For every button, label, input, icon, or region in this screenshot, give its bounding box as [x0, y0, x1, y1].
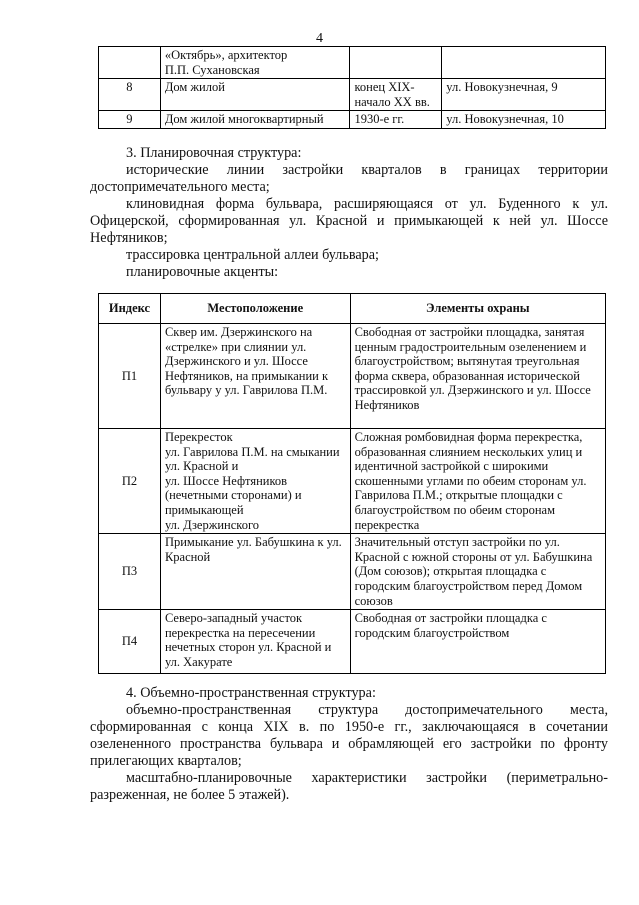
section4-heading: 4. Объемно-пространственная структура: — [126, 685, 376, 701]
row-index: П1 — [99, 324, 161, 429]
row-elements: Свободная от застройки площадка с городским благоустройством — [350, 610, 605, 674]
object-date: 1930-е гг. — [350, 111, 442, 129]
row-index: П4 — [99, 610, 161, 674]
object-address: ул. Новокузнечная, 9 — [442, 79, 606, 111]
column-header-location: Местоположение — [160, 294, 350, 324]
row-location: Перекресток ул. Гаврилова П.М. на смыкании ул. Красной и ул. Шоссе Нефтяников (нечетными сторонами) и примыкающей ул. Дзержинского — [160, 429, 350, 534]
object-name: Дом жилой — [160, 79, 350, 111]
row-index: 9 — [99, 111, 161, 129]
section3-item: трассировка центральной аллеи бульвара; — [126, 247, 379, 263]
object-address: ул. Новокузнечная, 10 — [442, 111, 606, 129]
planning-accents-table — [98, 293, 606, 674]
row-elements: Сложная ромбовидная форма перекрестка, образованная слиянием нескольких улиц и идентичной застройкой с широкими скошенными углами по обеим сторонам ул. Гаврилова П.М.; открытые площадки с благоустройством по обеим сторонам перекрестка — [350, 429, 605, 534]
section3-item: клиновидная форма бульвара, расширяющаяся от ул. Буденного к ул. Офицерской, сформированная ул. Красной и примыкающей к ней ул. Шоссе Нефтяников; — [90, 196, 608, 246]
section3-item: планировочные акценты: — [126, 264, 279, 280]
object-date: конец XIX- начало XX вв. — [350, 79, 442, 111]
section3-heading: 3. Планировочная структура: — [126, 145, 302, 161]
row-elements: Значительный отступ застройки по ул. Красной с южной стороны от ул. Бабушкина (Дом союзов); открытая площадка с городским благоустройством перед Домом союзов — [350, 534, 605, 610]
table-row — [99, 534, 606, 610]
object-address — [442, 47, 606, 79]
table-row — [99, 324, 606, 429]
object-name: Дом жилой многоквартирный — [160, 111, 350, 129]
table-row — [99, 111, 606, 129]
row-index — [99, 47, 161, 79]
table-header-row — [99, 294, 606, 324]
section3-item: исторические линии застройки кварталов в границах территории достопримечательного места; — [90, 162, 608, 195]
row-location: Примыкание ул. Бабушкина к ул. Красной — [160, 534, 350, 610]
column-header-elements: Элементы охраны — [350, 294, 605, 324]
row-location: Северо-западный участок перекрестка на пересечении нечетных сторон ул. Красной и ул. Хакурате — [160, 610, 350, 674]
table-row — [99, 429, 606, 534]
section4-item: объемно-пространственная структура достопримечательного места, сформированная с конца XIX в. по 1950-е гг., заключающаяся в сочетании озелененного пространства бульвара и обрамляющей его застройки по фронту прилегающих кварталов; — [90, 702, 608, 769]
row-elements: Свободная от застройки площадка, занятая ценным градостроительным озеленением и благоустройством; вытянутая треугольная форма сквера, образованная исторической трассировкой ул. Дзержинского и ул. Шоссе Нефтяников — [350, 324, 605, 429]
section4-item: масштабно-планировочные характеристики застройки (периметрально-разреженная, не более 5 этажей). — [90, 770, 608, 803]
object-date — [350, 47, 442, 79]
row-index: 8 — [99, 79, 161, 111]
object-name: «Октябрь», архитектор П.П. Сухановская — [160, 47, 350, 79]
row-index: П3 — [99, 534, 161, 610]
table-row — [99, 79, 606, 111]
table-row — [99, 610, 606, 674]
monuments-table-continued — [98, 46, 606, 129]
row-location: Сквер им. Дзержинского на «стрелке» при слиянии ул. Дзержинского и ул. Шоссе Нефтяников, на примыкании к бульвару у ул. Гаврилова П.М. — [160, 324, 350, 429]
page-number: 4 — [316, 31, 323, 46]
row-index: П2 — [99, 429, 161, 534]
column-header-index: Индекс — [99, 294, 161, 324]
table-row — [99, 47, 606, 79]
